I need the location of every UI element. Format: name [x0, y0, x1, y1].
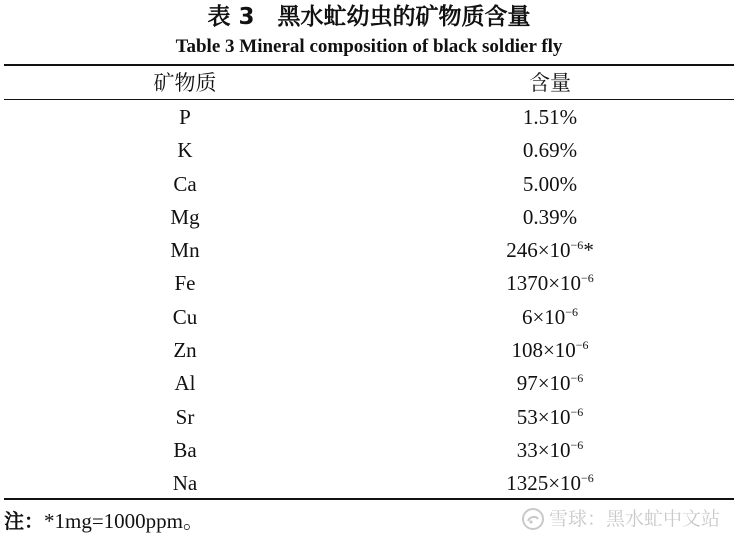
content-cell [366, 401, 734, 434]
content-cell [366, 234, 734, 267]
content-cell [366, 168, 734, 201]
content-value: 0.39% [522, 204, 578, 229]
mineral-cell: P [179, 105, 191, 129]
table-footnote [4, 506, 204, 536]
watermark [521, 504, 720, 534]
mineral-cell: Na [172, 471, 198, 496]
content-value: 33×10 [516, 437, 571, 462]
table-row [4, 334, 734, 367]
mineral-cell: Fe [174, 271, 196, 296]
content-value: 6×10 [521, 304, 566, 329]
content-cell [366, 101, 734, 134]
mineral-cell: Mg [170, 204, 200, 229]
table-row [4, 134, 734, 167]
content-footnote-mark: * [583, 238, 594, 263]
content-exponent: −6 [581, 271, 594, 286]
table-title-chinese: 表 3 黑水虻幼虫的矿物质含量 [207, 4, 531, 30]
header-mineral: 矿物质 [153, 71, 217, 95]
snowball-icon [521, 507, 545, 531]
table-body [4, 101, 734, 501]
content-exponent: −6 [570, 404, 584, 419]
content-exponent: −6 [570, 437, 584, 452]
table-row [4, 234, 734, 267]
mineral-cell: Sr [175, 404, 195, 429]
table-row [4, 267, 734, 300]
content-exponent: −6 [565, 304, 579, 319]
content-cell [366, 267, 734, 300]
table-header-row [4, 67, 734, 99]
content-value: 1370×10 [506, 271, 582, 296]
content-value: 5.00% [522, 171, 578, 196]
content-exponent: −6 [570, 238, 584, 253]
table-row [4, 434, 734, 467]
table-header-rule [4, 99, 734, 100]
content-cell [366, 367, 734, 400]
content-value: 1325×10 [506, 471, 582, 496]
watermark-text: 雪球：黑水虻中文站 [548, 508, 720, 530]
table-row [4, 367, 734, 400]
mineral-cell: Zn [173, 338, 197, 363]
table-row [4, 401, 734, 434]
content-value: 108×10 [511, 338, 576, 363]
header-content: 含量 [529, 71, 571, 95]
content-value: 0.69% [522, 138, 578, 163]
content-exponent: −6 [581, 471, 594, 486]
table-row [4, 101, 734, 134]
table-row [4, 467, 734, 500]
table-row [4, 168, 734, 201]
content-cell [366, 134, 734, 167]
content-value: 246×10 [506, 238, 571, 263]
content-cell [366, 434, 734, 467]
mineral-cell: Ca [173, 171, 197, 196]
content-exponent: −6 [570, 371, 584, 386]
mineral-cell: Cu [172, 304, 198, 329]
content-cell [366, 201, 734, 234]
content-value: 97×10 [516, 371, 571, 396]
footnote-text: *1mg=1000ppm。 [44, 509, 205, 533]
content-exponent: −6 [575, 338, 589, 353]
content-value: 53×10 [516, 404, 571, 429]
table-row [4, 201, 734, 234]
footnote-lead: 注： [4, 509, 44, 533]
table-top-rule [4, 64, 734, 66]
table-row [4, 301, 734, 334]
mineral-cell: Mn [170, 238, 200, 263]
content-cell [366, 301, 734, 334]
mineral-cell: Al [174, 371, 196, 396]
content-cell [366, 467, 734, 500]
content-cell [366, 334, 734, 367]
table-title-english: Table 3 Mineral composition of black soldier fly [175, 36, 563, 57]
content-value: 1.51% [522, 105, 578, 129]
mineral-cell: Ba [173, 437, 197, 462]
mineral-cell: K [177, 138, 193, 163]
table-bottom-rule [4, 498, 734, 500]
